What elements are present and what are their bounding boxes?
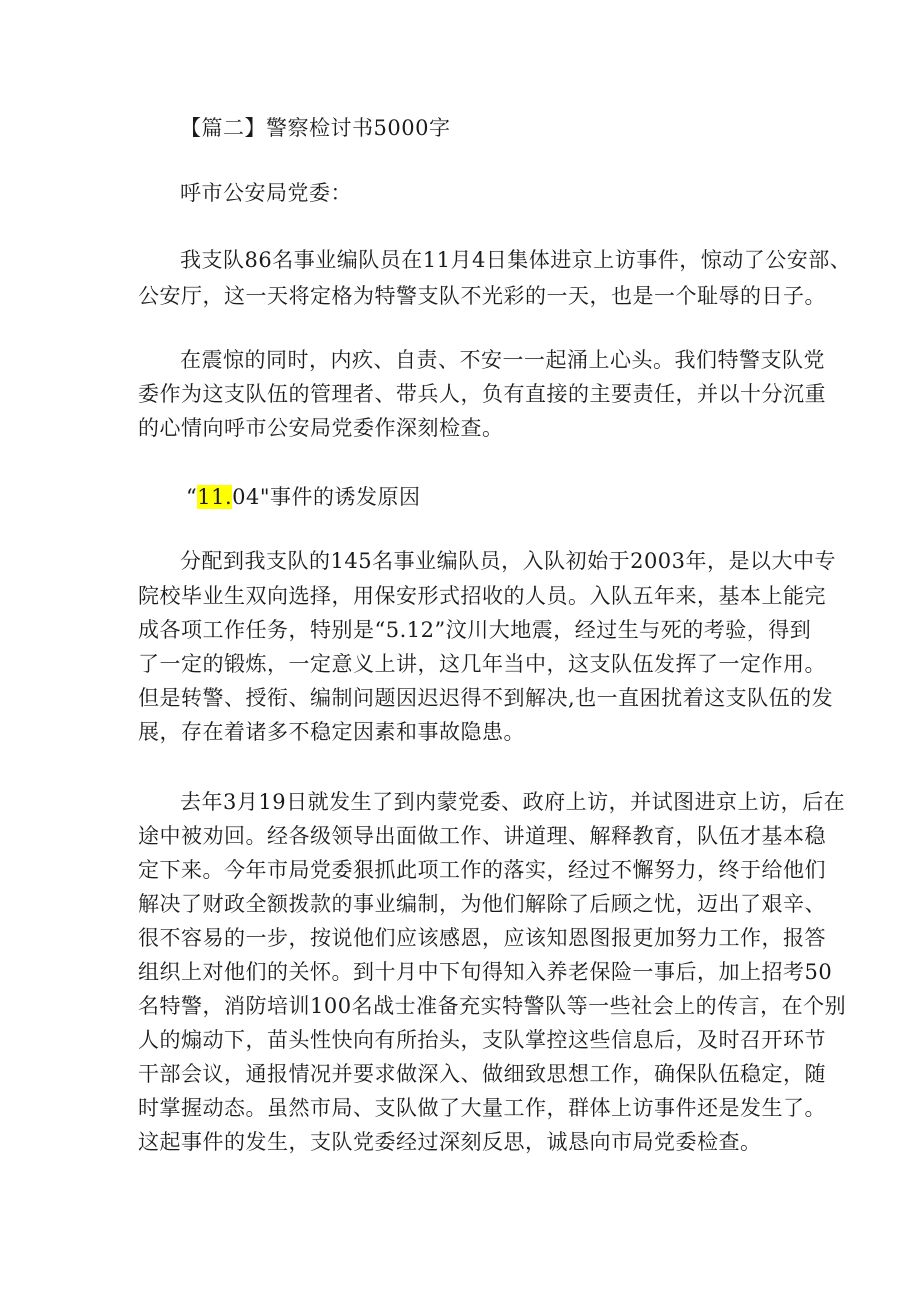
paragraph-1-line-1: 我支队86名事业编队员在11月4日集体进京上访事件，惊动了公安部、 xyxy=(180,248,852,272)
paragraph-3-line-3: 成各项工作任务，特别是“5.12”汶川大地震，经过生与死的考验，得到 xyxy=(138,618,812,642)
paragraph-3-line-2: 院校毕业生双向选择，用保安形式招收的人员。入队五年来，基本上能完 xyxy=(138,584,826,608)
section-title-highlight: 11. xyxy=(197,485,233,509)
paragraph-3-line-1: 分配到我支队的145名事业编队员，入队初始于2003年，是以大中专 xyxy=(180,549,837,573)
paragraph-2-line-1: 在震惊的同时，内疚、自责、不安一一起涌上心头。我们特警支队党 xyxy=(180,348,825,372)
section-title xyxy=(186,481,421,513)
paragraph-4-line-2: 途中被劝回。经各级领导出面做工作、讲道理、解释教育，队伍才基本稳 xyxy=(138,824,826,848)
paragraph-4-line-8: 人的煽动下，苗头性快向有所抬头，支队掌控这些信息后，及时召开环节 xyxy=(138,1028,826,1052)
paragraph-4-line-9: 干部会议，通报情况并要求做深入、做细致思想工作，确保队伍稳定，随 xyxy=(138,1062,826,1086)
paragraph-2-line-2: 委作为这支队伍的管理者、带兵人，负有直接的主要责任，并以十分沉重 xyxy=(138,382,826,406)
paragraph-4-line-7: 名特警，消防培训100名战士准备充实特警队等一些社会上的传言，在个别 xyxy=(138,994,847,1018)
paragraph-3-line-4: 了一定的锻炼，一定意义上讲，这几年当中，这支队伍发挥了一定作用。 xyxy=(138,652,826,676)
paragraph-4-line-11: 这起事件的发生，支队党委经过深刻反思，诚恳向市局党委检查。 xyxy=(138,1130,762,1154)
paragraph-4-line-6: 组织上对他们的关怀。到十月中下旬得知入养老保险一事后，加上招考50 xyxy=(138,960,833,984)
salutation: 呼市公安局党委： xyxy=(180,181,352,205)
paragraph-4-line-5: 很不容易的一步，按说他们应该感恩，应该知恩图报更加努力工作，报答 xyxy=(138,926,826,950)
section-title-rest: 04"事件的诱发原因 xyxy=(232,485,421,509)
paragraph-1-line-2: 公安厅，这一天将定格为特警支队不光彩的一天，也是一个耻辱的日子。 xyxy=(138,284,826,308)
paragraph-4-line-1: 去年3月19日就发生了到内蒙党委、政府上访，并试图进京上访，后在 xyxy=(180,790,846,814)
paragraph-3-line-5: 但是转警、授衔、编制问题因迟迟得不到解决,也一直困扰着这支队伍的发 xyxy=(138,686,834,710)
section-title-quote: “ xyxy=(186,485,198,509)
document-heading: 【篇二】警察检讨书5000字 xyxy=(180,116,451,140)
paragraph-2-line-3: 的心情向呼市公安局党委作深刻检查。 xyxy=(138,416,504,440)
paragraph-4-line-3: 定下来。今年市局党委狠抓此项工作的落实，经过不懈努力，终于给他们 xyxy=(138,858,826,882)
paragraph-4-line-4: 解决了财政全额拨款的事业编制，为他们解除了后顾之忧，迈出了艰辛、 xyxy=(138,892,826,916)
paragraph-3-line-6: 展，存在着诸多不稳定因素和事故隐患。 xyxy=(138,720,525,744)
paragraph-4-line-10: 时掌握动态。虽然市局、支队做了大量工作，群体上访事件还是发生了。 xyxy=(138,1096,826,1120)
